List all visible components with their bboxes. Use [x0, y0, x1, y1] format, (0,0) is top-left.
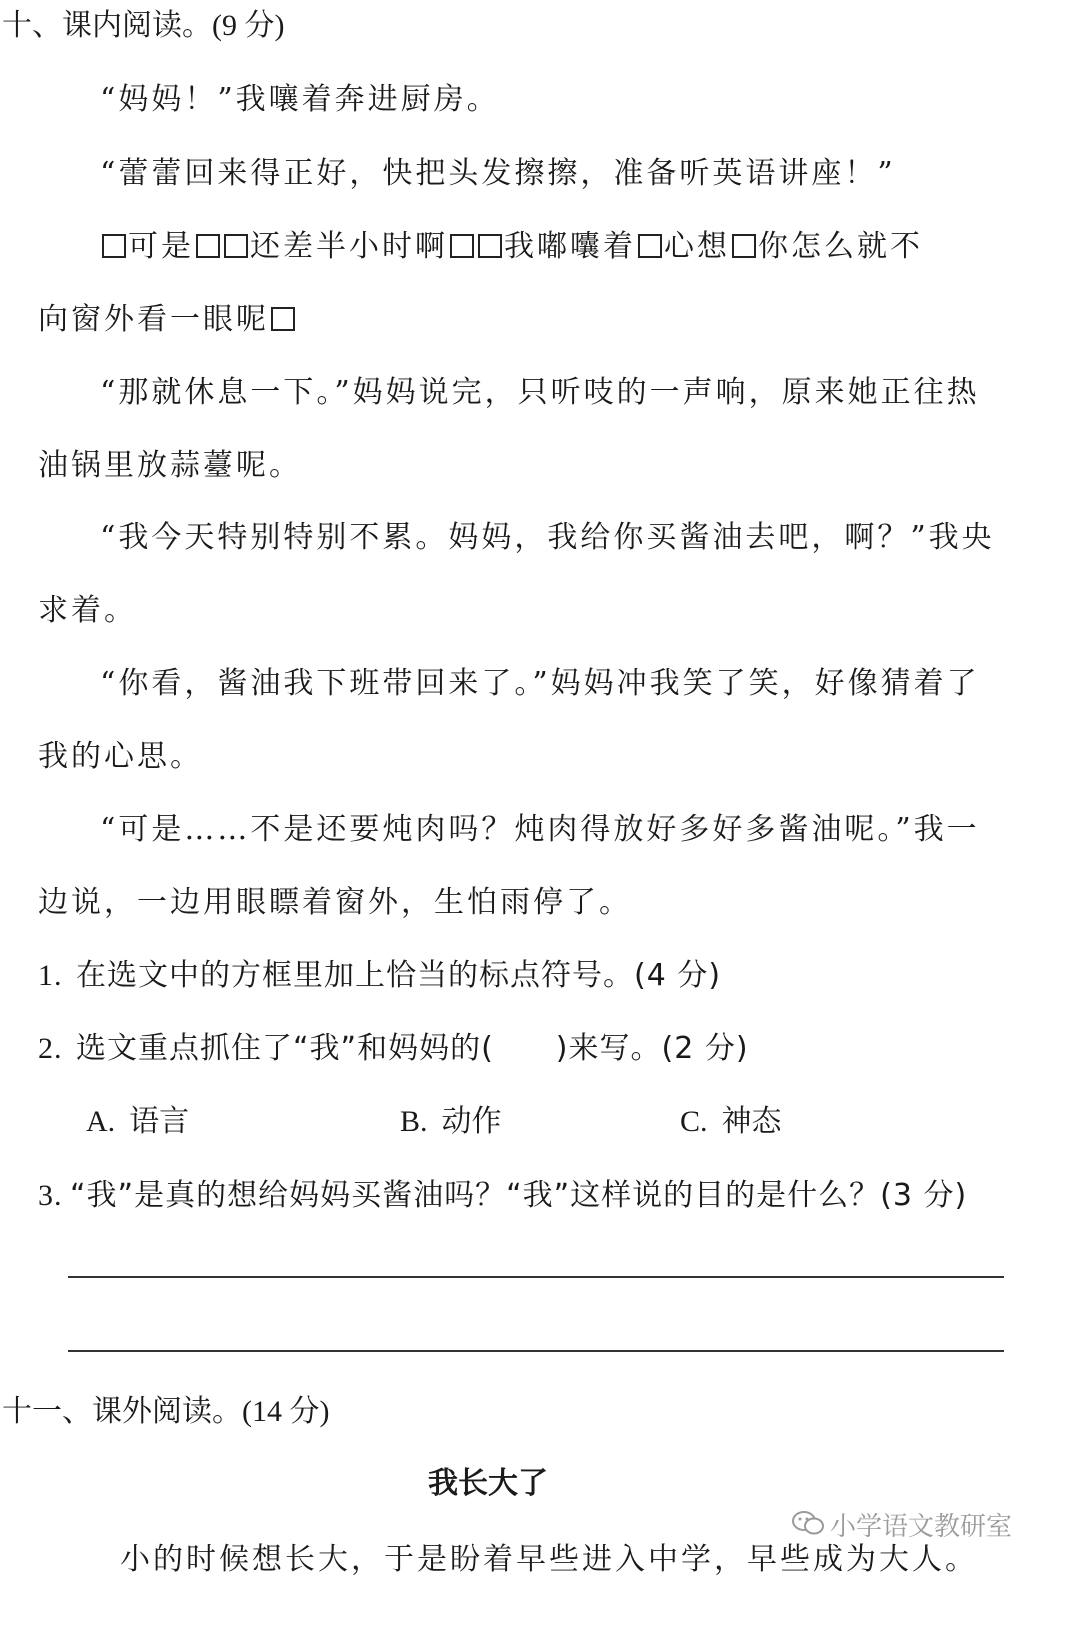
section-11-title: 十一、课外阅读。 — [2, 1394, 242, 1429]
passage-text: 可是 — [128, 229, 194, 264]
punctuation-box[interactable] — [102, 234, 126, 258]
passage-p3-line2 — [38, 294, 297, 338]
story-first-line: 小的时候想长大，于是盼着早些进入中学，早些成为大人。 — [120, 1542, 978, 1577]
section-10-title: 十、课内阅读。 — [2, 8, 212, 43]
passage-text: 我嘟囔着 — [504, 229, 636, 264]
option-letter: A. — [86, 1105, 116, 1138]
option-text: 动作 — [441, 1104, 502, 1139]
option-text: 语言 — [129, 1104, 190, 1139]
section-10-heading — [2, 0, 284, 44]
passage-text: 向窗外看一眼呢 — [38, 302, 269, 337]
punctuation-box[interactable] — [478, 234, 502, 258]
answer-line[interactable] — [68, 1350, 1004, 1352]
passage-p7-line2: 边说，一边用眼瞟着窗外，生怕雨停了。 — [38, 885, 632, 920]
question-1 — [38, 950, 721, 994]
question-number: 1. — [38, 959, 63, 992]
wechat-icon — [790, 1510, 826, 1536]
question-2 — [38, 1023, 749, 1067]
passage-p3-line1 — [100, 221, 923, 265]
punctuation-box[interactable] — [224, 234, 248, 258]
section-11-score: (14 分) — [242, 1395, 330, 1428]
punctuation-box[interactable] — [732, 234, 756, 258]
question-number: 2. — [38, 1032, 63, 1065]
passage-text: 心想 — [664, 229, 730, 264]
passage-p6-line1: “你看，酱油我下班带回来了。”妈妈冲我笑了笑，好像猜着了 — [100, 666, 980, 701]
section-10-score: (9 分) — [212, 9, 285, 42]
question-3 — [38, 1170, 967, 1214]
passage-text: 你怎么就不 — [758, 229, 923, 264]
question-text: 选文重点抓住了“我”和妈妈的( )来写。(2 分) — [76, 1031, 749, 1066]
passage-p6-line2: 我的心思。 — [38, 739, 203, 774]
option-c[interactable] — [680, 1096, 782, 1140]
passage-p2: “蕾蕾回来得正好，快把头发擦擦，准备听英语讲座！” — [100, 156, 896, 191]
option-a[interactable] — [86, 1096, 189, 1140]
story-title: 我长大了 — [428, 1466, 548, 1501]
question-number: 3. — [38, 1179, 63, 1212]
option-text: 神态 — [721, 1104, 782, 1139]
punctuation-box[interactable] — [450, 234, 474, 258]
option-letter: B. — [400, 1105, 428, 1138]
section-11-heading — [2, 1386, 329, 1430]
question-text: “我”是真的想给妈妈买酱油吗？“我”这样说的目的是什么？(3 分) — [70, 1178, 968, 1213]
passage-text: 还差半小时啊 — [250, 229, 448, 264]
question-text: 在选文中的方框里加上恰当的标点符号。(4 分) — [76, 958, 722, 993]
option-b[interactable] — [400, 1096, 502, 1140]
passage-p5-line1: “我今天特别特别不累。妈妈，我给你买酱油去吧，啊？”我央 — [100, 520, 995, 555]
passage-p7-line1: “可是……不是还要炖肉吗？炖肉得放好多好多酱油呢。”我一 — [100, 812, 980, 847]
answer-line[interactable] — [68, 1276, 1004, 1278]
passage-p5-line2: 求着。 — [38, 593, 137, 628]
option-letter: C. — [680, 1105, 708, 1138]
punctuation-box[interactable] — [271, 307, 295, 331]
passage-p4-line2: 油锅里放蒜薹呢。 — [38, 448, 302, 483]
passage-p4-line1: “那就休息一下。”妈妈说完，只听吱的一声响，原来她正往热 — [100, 375, 980, 410]
punctuation-box[interactable] — [638, 234, 662, 258]
passage-p1: “妈妈！”我嚷着奔进厨房。 — [100, 82, 500, 117]
watermark-text: 小学语文教研室 — [830, 1512, 1013, 1542]
punctuation-box[interactable] — [196, 234, 220, 258]
